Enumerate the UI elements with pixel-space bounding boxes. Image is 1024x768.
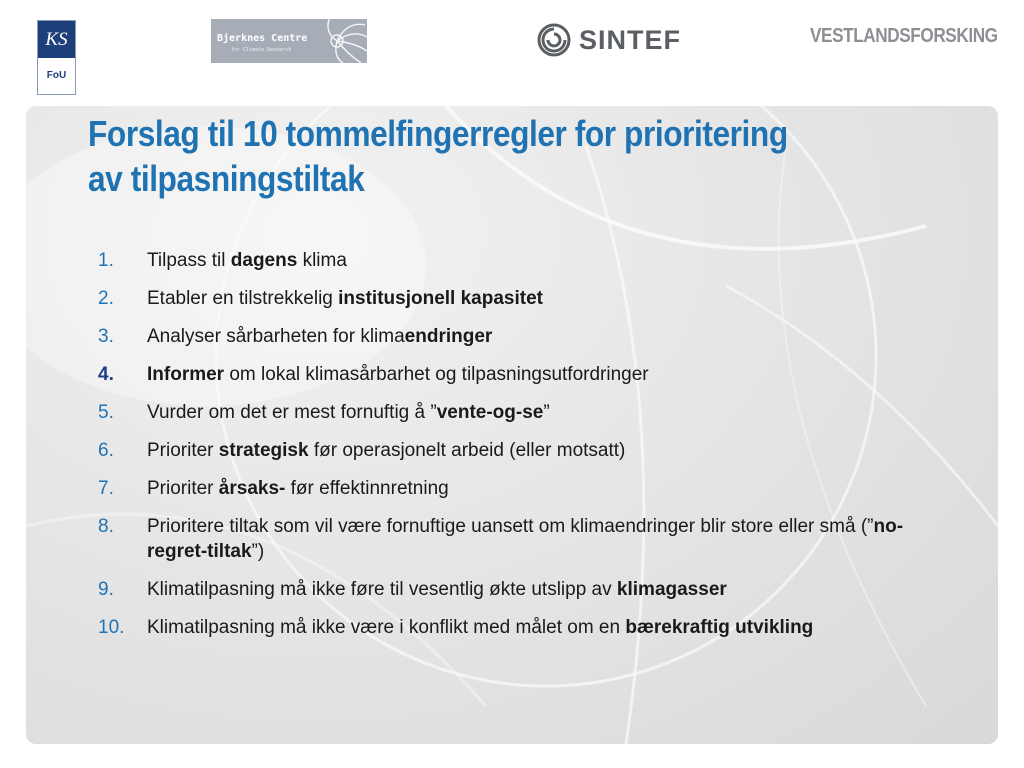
plain-text: Prioriter [147,478,219,499]
list-item [98,514,958,564]
bold-text: strategisk [218,440,309,461]
item-text [147,615,958,640]
bjerknes-centre-logo [211,19,367,63]
item-number: 1. [98,250,114,271]
list-item [98,248,958,273]
slide-title [88,111,862,201]
plain-text: Klimatilpasning må ikke føre til vesentlig økte utslipp av [147,579,617,600]
item-text [147,286,958,311]
bjerknes-subtitle: for Climate Research [231,47,292,53]
ks-logo-text: KS [38,21,75,58]
bold-text: årsaks- [218,478,286,499]
bold-text: Informer [147,364,225,385]
plain-text: Prioriter [147,440,219,461]
plain-text: Analyser sårbarheten for klima [147,326,405,347]
list-item [98,438,958,463]
item-number: 9. [98,579,114,600]
plain-text: før operasjonelt arbeid (eller motsatt) [308,440,626,461]
item-text [147,438,958,463]
item-text [147,324,958,349]
list-item [98,286,958,311]
item-text [147,577,958,602]
plain-text: ” [543,402,550,423]
list-item [98,324,958,349]
item-number: 10. [98,617,125,638]
bold-text: dagens [230,250,298,271]
list-item [98,362,958,387]
plain-text: Klimatilpasning må ikke være i konflikt med målet om en [147,617,626,638]
item-text [147,476,958,501]
fou-logo-text: FoU [46,70,67,81]
rules-list [98,248,958,640]
item-text [147,514,958,564]
plain-text: før effektinnretning [285,478,449,499]
sintef-name: SINTEF [579,24,682,55]
list-item [98,615,958,640]
list-item [98,577,958,602]
item-number: 7. [98,478,114,499]
bold-text: endringer [404,326,493,347]
item-number: 2. [98,288,114,309]
list-item [98,400,958,425]
bold-text: institusjonell kapasitet [338,288,543,309]
vestlandsforsking-logo: VESTLANDSFORSKING [810,25,998,47]
title-line-2: av tilpasningstiltak [88,158,365,199]
plain-text: Prioritere tiltak som vil være fornuftige uansett om klimaendringer blir store eller små (” [147,516,874,537]
bold-text: klimagasser [616,579,727,600]
item-number: 3. [98,326,114,347]
bjerknes-swirl-icon [307,19,367,63]
item-text [147,248,958,273]
item-text [147,362,958,387]
plain-text: Tilpass til [147,250,231,271]
sintef-spiral-icon [537,23,571,57]
ks-fou-logo [37,20,76,95]
item-number: 6. [98,440,114,461]
list-item [98,476,958,501]
sintef-logo [537,22,681,58]
plain-text: Vurder om det er mest fornuftig å ” [147,402,437,423]
title-line-1: Forslag til 10 tommelfingerregler for prioritering [88,113,788,154]
plain-text: klima [297,250,347,271]
plain-text: ”) [251,541,265,562]
bold-text: vente-og-se [436,402,544,423]
item-number: 8. [98,516,114,537]
item-number: 5. [98,402,114,423]
bold-text: no-regret-tiltak [147,516,904,562]
item-number: 4. [98,364,114,385]
bold-text: bærekraftig utvikling [625,617,814,638]
plain-text: Etabler en tilstrekkelig [147,288,339,309]
item-text [147,400,958,425]
bjerknes-name: Bjerknes Centre [217,33,308,44]
plain-text: om lokal klimasårbarhet og tilpasningsutfordringer [224,364,649,385]
